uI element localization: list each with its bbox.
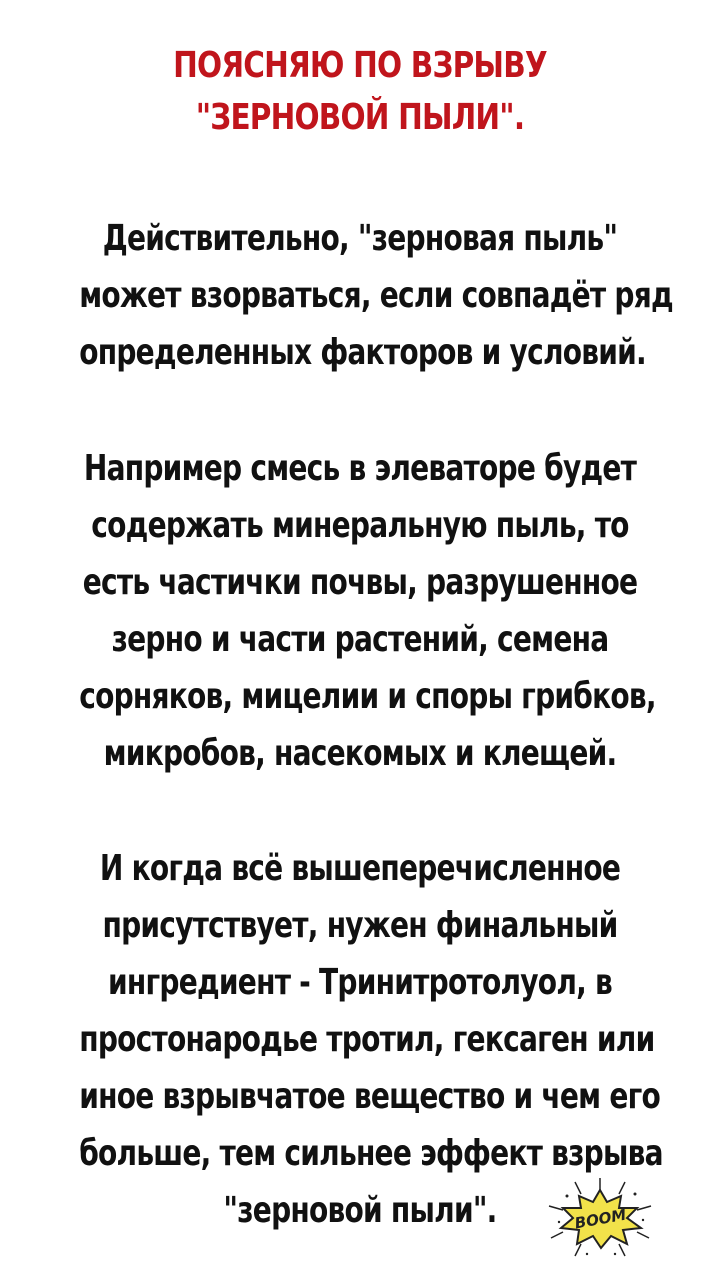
paragraph-3-line: простонародье тротил, гексаген или (79, 1019, 655, 1060)
paragraph-1-line: Действительно, "зерновая пыль" (102, 218, 618, 259)
paragraph-2-line: содержать минеральную пыль, то (91, 505, 629, 546)
page-title (65, 0, 655, 144)
paragraph-3-line: присутствует, нужен финальный (102, 905, 618, 946)
paragraph-1 (0, 210, 720, 381)
title-line-2: "ЗЕРНОВОЙ ПЫЛИ". (195, 97, 525, 138)
paragraph-1-line: определенных факторов и условий. (79, 332, 646, 373)
paragraph-2-line: сорняков, мицелии и споры грибков, (79, 676, 656, 717)
boom-text: BOOM (573, 1205, 628, 1233)
paragraph-3-line: И когда всё вышеперечисленное (99, 848, 621, 889)
title-block (0, 0, 720, 144)
paragraph-2-line: зерно и части растений, семена (111, 619, 609, 660)
paragraph-3-line: больше, тем сильнее эффект взрыва (79, 1133, 663, 1174)
paragraph-3-line: "зерновой пыли". (223, 1190, 497, 1231)
title-line-1: ПОЯСНЯЮ ПО ВЗРЫВУ (173, 45, 547, 86)
paragraph-2-line: Например смесь в элеваторе будет (83, 448, 637, 489)
paragraph-2-line: микробов, насекомых и клещей. (103, 733, 617, 774)
paragraph-2 (0, 440, 720, 782)
boom-explosion-icon (545, 1176, 655, 1260)
paragraph-3-line: ингредиент - Тринитротолуол, в (108, 962, 612, 1003)
paragraph-1-line: может взорваться, если совпадёт ряд (79, 275, 673, 316)
paragraph-3-line: иное взрывчатое вещество и чем его (79, 1076, 660, 1117)
paragraph-2-line: есть частички почвы, разрушенное (82, 562, 638, 603)
